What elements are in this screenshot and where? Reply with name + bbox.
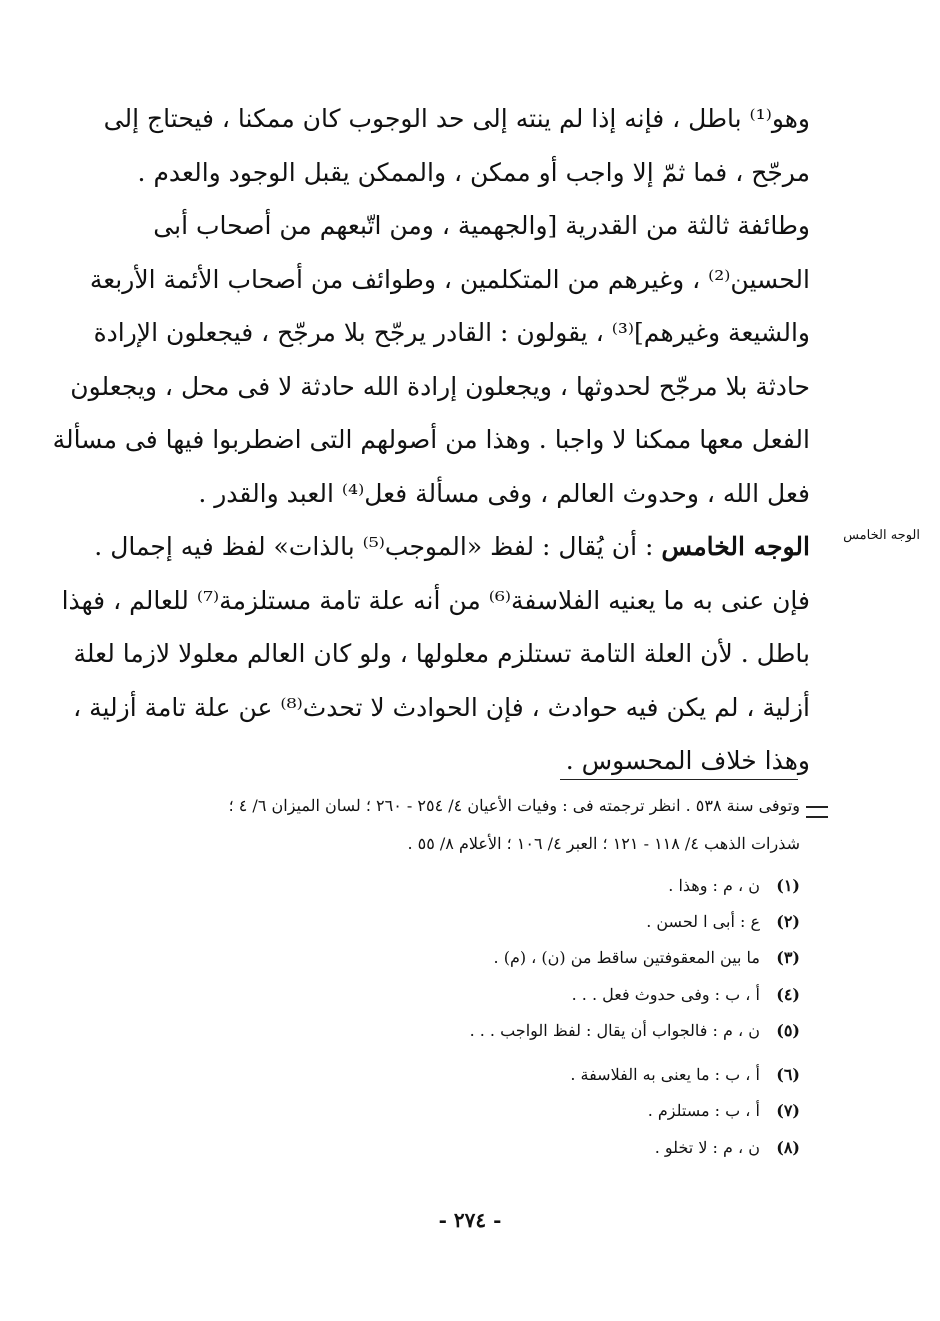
text-line: أزلية ، لم يكن فيه حوادث ، فإن الحوادث لا تحدث⁽⁸⁾ عن علة تامة أزلية ،: [73, 692, 810, 722]
footnote-number: (٦): [776, 1065, 800, 1084]
footnote: [150, 876, 800, 895]
text-line: فإن عنى به ما يعنيه الفلاسفة⁽⁶⁾ من أنه علة تامة مستلزمة⁽⁷⁾ للعالم ، فهذا: [61, 585, 810, 615]
main-text: [52, 92, 810, 788]
footnote-text: أ ، ب : مستلزم .: [647, 1101, 760, 1120]
text-line: حادثة بلا مرجّح لحدوثها ، ويجعلون إرادة الله حادثة لا فى محل ، ويجعلون: [70, 371, 810, 401]
footnote: [150, 912, 800, 931]
text-line: والشيعة وغيرهم]⁽³⁾ ، يقولون : القادر يرجّح بلا مرجّح ، فيجعلون الإرادة: [93, 318, 810, 347]
page-number: - ٢٧٤ -: [438, 1208, 502, 1232]
footnote-text: ما بين المعقوفتين ساقط من (ن) ، (م) .: [493, 948, 760, 967]
text-line: وطائفة ثالثة من القدرية [والجهمية ، ومن اتّبعهم من أصحاب أبى: [153, 211, 810, 240]
text-line: الفعل معها ممكنا لا واجبا . وهذا من أصولهم التى اضطربوا فيها فى مسألة: [52, 425, 810, 454]
section-heading-line: [95, 520, 810, 574]
footnote-number: (٥): [776, 1021, 800, 1040]
footnote-number: (٤): [776, 985, 800, 1004]
text-line: مرجّح ، فما ثمّ إلا واجب أو ممكن ، والممكن يقبل الوجود والعدم .: [137, 157, 810, 187]
footnote: [150, 1065, 800, 1084]
section-heading-rest: : أن يُقال : لفظ «الموجب⁽⁵⁾ بالذات» لفظ فيه إجمال .: [94, 532, 662, 561]
footnote: [150, 948, 800, 967]
footnote: [150, 1101, 800, 1120]
footnote-number: (٨): [776, 1138, 800, 1157]
footnote-text: ن ، م : لا تخلو .: [654, 1138, 760, 1157]
footnote: [150, 1138, 800, 1157]
footnote-text: ن ، م : وهذا .: [668, 876, 760, 895]
margin-note: الوجه الخامس: [843, 528, 920, 543]
footnote-continuation-line: شذرات الذهب ٤/ ١١٨ - ١٢١ ؛ العبر ٤/ ١٠٦ ؛ الأعلام ٨/ ٥٥ .: [407, 834, 800, 853]
text-line: فعل الله ، وحدوث العالم ، وفى مسألة فعل⁽⁴⁾ العبد والقدر .: [198, 478, 810, 508]
footnote-number: (٧): [776, 1101, 800, 1120]
section-heading: الوجه الخامس: [661, 532, 810, 561]
text-line: باطل . لأن العلة التامة تستلزم معلولها ، ولو كان العالم معلولا لازما لعلة: [73, 639, 810, 668]
text-line: الحسين⁽²⁾ ، وغيرهم من المتكلمين ، وطوائف من أصحاب الأئمة الأربعة: [89, 264, 810, 294]
footnote-number: (٣): [776, 948, 800, 967]
footnote: [150, 985, 800, 1004]
footnote-continuation-line: وتوفى سنة ٥٣٨ . انظر ترجمته فى : وفيات الأعيان ٤/ ٢٥٤ - ٢٦٠ ؛ لسان الميزان ٦/ ٤ ؛: [228, 796, 800, 815]
footnote: [150, 1021, 800, 1040]
text-line: وهذا خلاف المحسوس .: [565, 746, 810, 775]
footnote-divider: [560, 779, 798, 780]
footnote-text: ع : أبى ا لحسن .: [646, 912, 760, 931]
footnote-number: (١): [776, 876, 800, 895]
footnote-text: ن ، م : فالجواب أن يقال : لفظ الواجب . . .: [469, 1021, 760, 1040]
text-line: وهو⁽¹⁾ باطل ، فإنه إذا لم ينته إلى حد الوجوب كان ممكنا ، فيحتاج إلى: [103, 104, 810, 133]
footnote-text: أ ، ب : وفى حدوث فعل . . .: [571, 985, 760, 1004]
continuation-mark-icon: [806, 806, 828, 818]
footnote-text: أ ، ب : ما يعنى به الفلاسفة .: [570, 1065, 760, 1084]
footnote-number: (٢): [776, 912, 800, 931]
